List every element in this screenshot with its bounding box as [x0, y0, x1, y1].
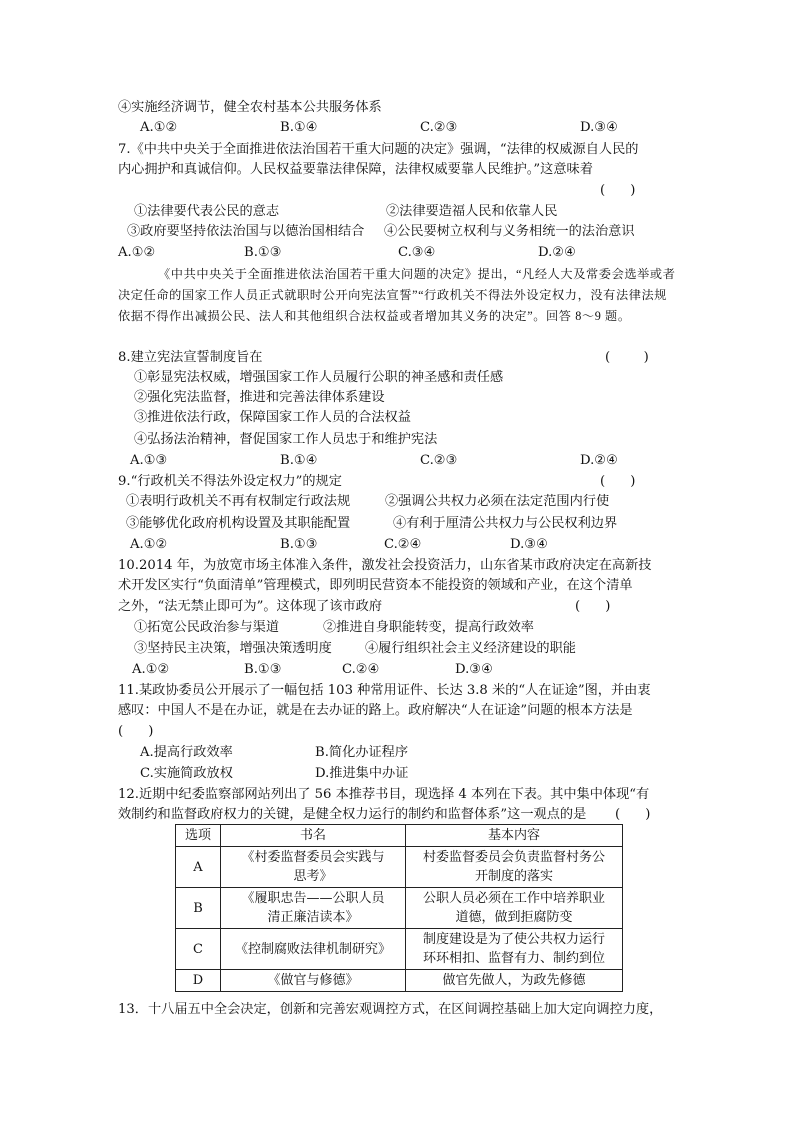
q6-choice-a: A.①②: [140, 120, 178, 135]
table-row: [176, 888, 623, 929]
q10-stem-line-3: 之外，“法无禁止即可为”。这体现了该市政府: [118, 599, 383, 614]
q11-stem-line-1: 11.某政协委员公开展示了一幅包括 103 种常用证件、长达 3.8 米的“人在证途”图，并由衷: [118, 683, 651, 698]
q9-option-4: ④有利于厘清公共权力与公民权利边界: [393, 516, 618, 531]
q7-stem-line-2: 内心拥护和真诚信仰。人民权益要靠法律保障，法律权威要靠人民维护。”这意味着: [118, 162, 593, 177]
title-line: 清正廉洁读本》: [267, 910, 359, 925]
q9-choice-d: D.③④: [510, 537, 548, 552]
q8-choice-b: B.①④: [280, 453, 318, 468]
q8-option-2: ②强化宪法监督，推进和完善法律体系建设: [134, 390, 385, 405]
row-option: B: [176, 888, 221, 929]
content-line: 公职人员必须在工作中培养职业: [422, 891, 605, 906]
title-line: 《履职忠告——公职人员: [241, 891, 385, 906]
q8-answer-paren: ( ): [605, 350, 649, 365]
row-book-content: [406, 970, 623, 992]
content-line: 开制度的落实: [474, 869, 553, 884]
q10-choice-d: D.③④: [455, 662, 493, 677]
row-book-content: [406, 888, 623, 929]
q11-option-c: C.实施简政放权: [140, 766, 233, 781]
title-line: 《控制腐败法律机制研究》: [234, 941, 391, 957]
row-option: A: [176, 847, 221, 888]
q8-choice-c: C.②③: [420, 453, 458, 468]
q9-option-2: ②强调公共权力必须在法定范围内行使: [385, 494, 610, 509]
row-book-content: [406, 929, 623, 970]
reading-passage: 《中共中央关于全面推进依法治国若干重大问题的决定》提出，“凡经人大及常委会选举或者决定任命的国家工作人员正式就职时公开向宪法宣誓”“行政机关不得法外设定权力，没有法律法规依据不得作出减损公民、法人和其他组织合法权益或者增加其义务的决定”。回答 8～9 题。: [118, 267, 676, 323]
table-header-row: [176, 825, 623, 847]
q9-answer-paren: ( ): [600, 474, 636, 489]
q6-choice-b: B.①④: [280, 120, 318, 135]
row-book-content: [406, 847, 623, 888]
q10-option-4: ④履行组织社会主义经济建设的职能: [365, 641, 576, 656]
q9-stem: 9.“行政机关不得法外设定权力”的规定: [118, 474, 342, 489]
table-row: [176, 929, 623, 970]
q7-choice-b: B.①③: [244, 245, 282, 260]
content-line: 制度建设是为了使公共权力运行: [422, 932, 605, 947]
q9-choice-c: C.②④: [384, 537, 422, 552]
title-line: 思考》: [293, 869, 333, 884]
q7-answer-paren: ( ): [600, 183, 636, 198]
column-header-option: 选项: [176, 825, 221, 847]
q9-choice-b: B.①③: [280, 537, 318, 552]
q8-choice-a: A.①③: [130, 453, 168, 468]
q10-option-2: ②推进自身职能转变，提高行政效率: [323, 620, 534, 635]
q9-option-3: ③能够优化政府机构设置及其职能配置: [126, 516, 351, 531]
q6-choice-c: C.②③: [420, 120, 458, 135]
column-header-content: 基本内容: [406, 825, 623, 847]
q11-option-d: D.推进集中办证: [315, 766, 409, 781]
q8-stem: 8.建立宪法宣誓制度旨在: [118, 350, 263, 365]
title-line: 《做官与修德》: [267, 973, 359, 988]
table-row: [176, 847, 623, 888]
q7-choice-a: A.①②: [118, 245, 156, 260]
q10-option-3: ③坚持民主决策，增强决策透明度: [134, 641, 332, 656]
q11-option-a: A.提高行政效率: [140, 745, 233, 760]
q8-choice-d: D.②④: [580, 453, 618, 468]
row-book-title: [221, 847, 406, 888]
row-book-title: [221, 970, 406, 992]
q6-option-4: ④实施经济调节，健全农村基本公共服务体系: [118, 100, 382, 115]
content-line: 村委监督委员会负责监督村务公: [422, 850, 605, 865]
q7-choice-c: C.③④: [398, 245, 436, 260]
row-option: D: [176, 970, 221, 992]
q7-option-2: ②法律要造福人民和依靠人民: [386, 204, 558, 219]
row-book-title: [221, 888, 406, 929]
row-option: C: [176, 929, 221, 970]
q7-option-4: ④公民要树立权利与义务相统一的法治意识: [384, 224, 635, 239]
q11-stem-line-2: 感叹：中国人不是在办证，就是在去办证的路上。政府解决“人在证途”问题的根本方法是: [118, 703, 633, 718]
row-book-title: [221, 929, 406, 970]
q9-choice-a: A.①②: [130, 537, 168, 552]
q12-answer-paren: ( ): [615, 807, 651, 822]
q7-stem-line-1: 7.《中共中央关于全面推进依法治国若干重大问题的决定》强调，“法律的权威源自人民的: [118, 142, 639, 157]
content-line: 做官先做人，为政先修德: [442, 973, 586, 988]
table-row: [176, 970, 623, 992]
q12-stem-line-2: 效制约和监督政府权力的关键，是健全权力运行的制约和监督体系”这一观点的是: [118, 807, 587, 822]
content-line: 环环相扣、监督有力、制约到位: [422, 951, 605, 966]
q8-option-1: ①彰显宪法权威，增强国家工作人员履行公职的神圣感和责任感: [134, 370, 504, 385]
column-header-title: 书名: [221, 825, 406, 847]
q7-choice-d: D.②④: [538, 245, 576, 260]
q8-option-4: ④弘扬法治精神，督促国家工作人员忠于和维护宪法: [134, 432, 438, 447]
q10-answer-paren: ( ): [575, 599, 611, 614]
q6-choice-d: D.③④: [580, 120, 618, 135]
q8-option-3: ③推进依法行政，保障国家工作人员的合法权益: [134, 410, 411, 425]
q10-stem-line-1: 10.2014 年，为放宽市场主体准入条件，激发社会投资活力，山东省某市政府决定在高新技: [118, 558, 652, 573]
q7-option-1: ①法律要代表公民的意志: [134, 204, 280, 219]
content-line: 道德，做到拒腐防变: [455, 910, 573, 925]
q10-choice-a: A.①②: [132, 662, 170, 677]
q9-option-1: ①表明行政机关不再有权制定行政法规: [126, 494, 351, 509]
q12-stem-line-1: 12.近期中纪委监察部网站列出了 56 本推荐书目，现选择 4 本列在下表。其中集中体现“有: [118, 787, 650, 802]
q10-choice-b: B.①③: [244, 662, 282, 677]
q11-option-b: B.简化办证程序: [315, 745, 409, 760]
q7-option-3: ③政府要坚持依法治国与以德治国相结合: [127, 224, 365, 239]
q10-option-1: ①拓宽公民政治参与渠道: [134, 620, 280, 635]
recommended-books-table: [175, 824, 623, 992]
q13-stem-line-1: 13．十八届五中全会决定，创新和完善宏观调控方式，在区间调控基础上加大定向调控力度，: [118, 1002, 663, 1017]
q10-stem-line-2: 术开发区实行“负面清单”管理模式，即列明民营资本不能投资的领域和产业，在这个清单: [118, 578, 633, 593]
q11-answer-paren: ( ): [118, 724, 154, 739]
title-line: 《村委监督委员会实践与: [241, 850, 385, 865]
q10-choice-c: C.②④: [342, 662, 380, 677]
